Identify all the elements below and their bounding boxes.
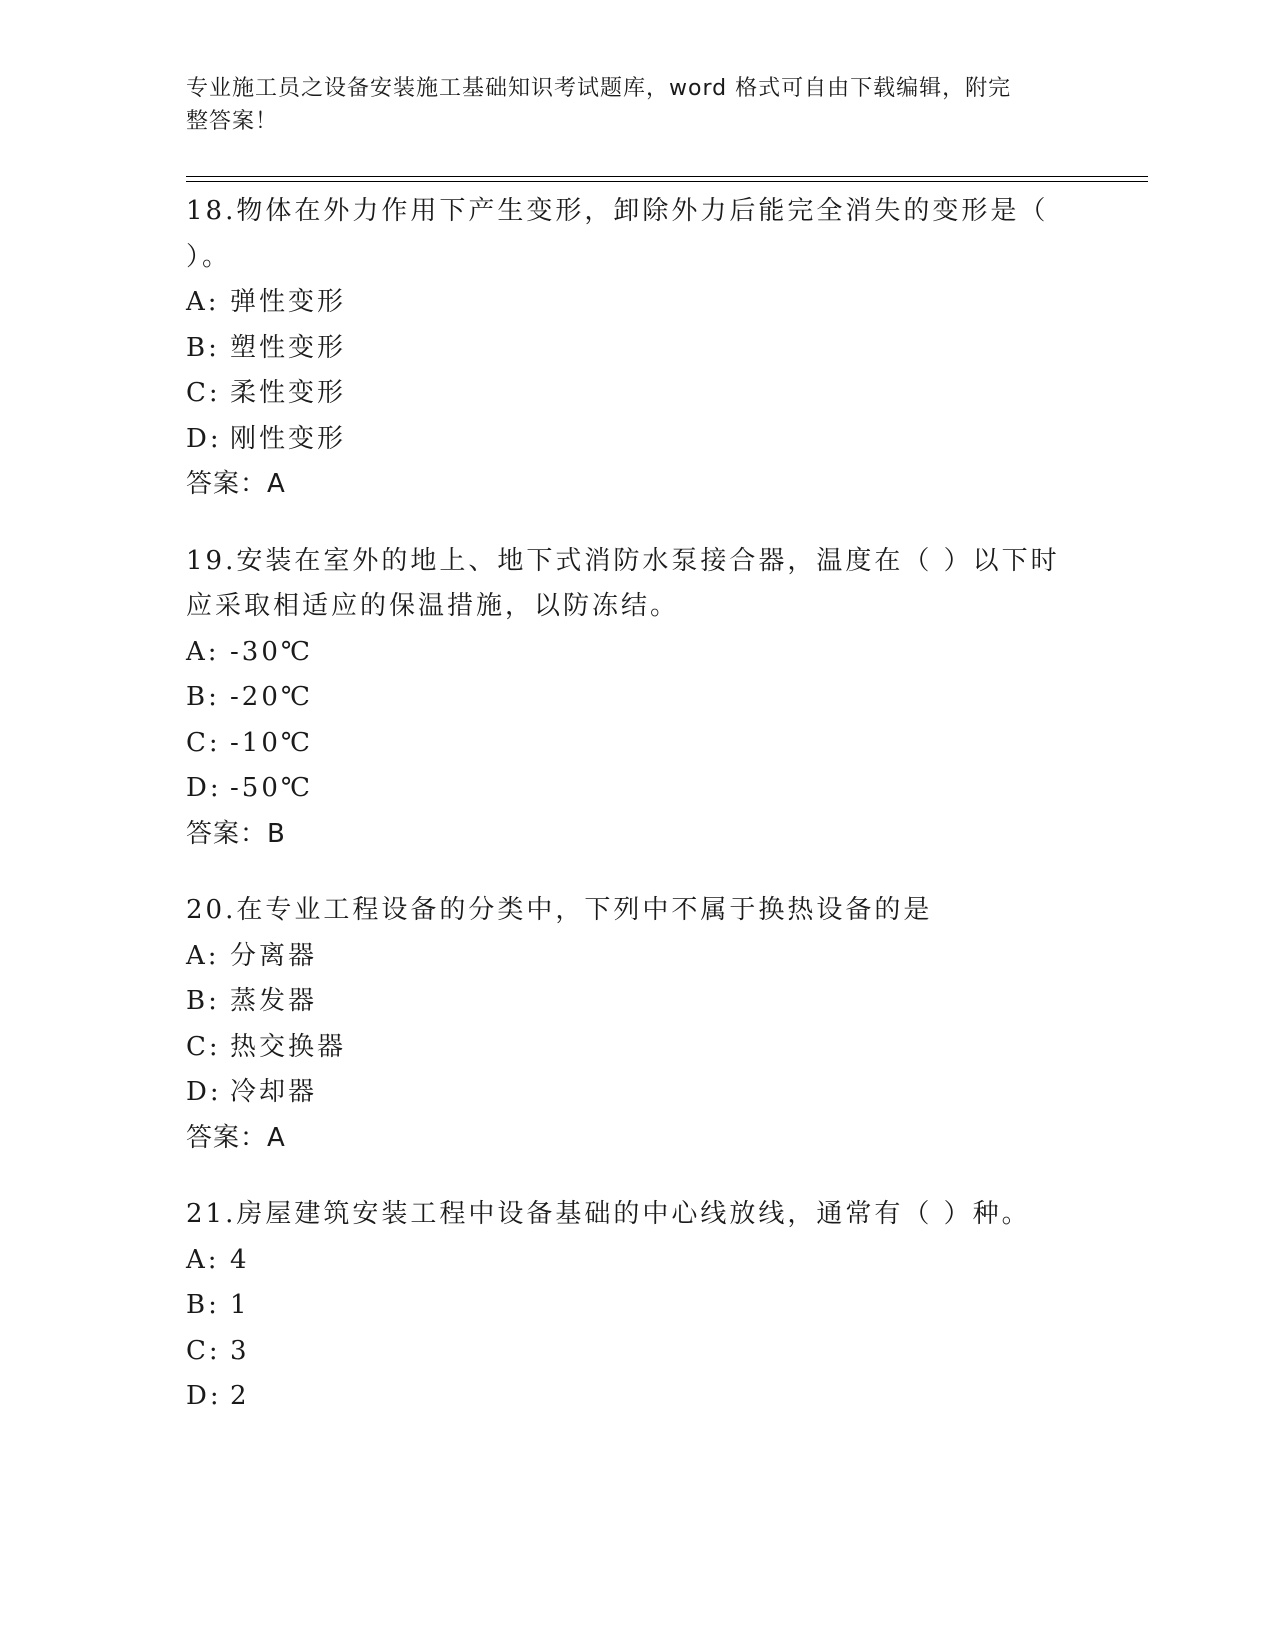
option-b <box>186 1283 1066 1329</box>
question-text <box>186 539 1066 630</box>
option-letter: A: <box>186 287 220 317</box>
option-letter: D: <box>186 1381 222 1411</box>
question-text-line: ）。 <box>186 241 232 272</box>
answer-label: 答案：B <box>186 818 286 849</box>
header-divider-bottom <box>186 181 1148 182</box>
option-b <box>186 326 1066 372</box>
option-letter: C: <box>186 1335 221 1366</box>
option-letter: B: <box>186 332 220 363</box>
option-c <box>186 721 1066 767</box>
option-d <box>186 1374 1066 1420</box>
option-text: -30℃ <box>230 636 313 667</box>
document-header <box>186 72 1066 138</box>
option-text: 冷却器 <box>230 1077 318 1107</box>
option-text: 蒸发器 <box>230 986 318 1016</box>
option-letter: C: <box>186 378 221 408</box>
option-letter: D: <box>186 1077 222 1107</box>
option-a <box>186 1238 1066 1284</box>
question-text-line: 19.安装在室外的地上、地下式消防水泵接合器，温度在（ ）以下时 <box>186 545 1060 576</box>
answer-label: 答案：A <box>186 1122 286 1153</box>
question-18 <box>186 189 1066 508</box>
option-text: 刚性变形 <box>230 423 347 454</box>
question-text <box>186 1192 1066 1238</box>
option-letter: A: <box>186 1244 220 1275</box>
option-d <box>186 417 1066 463</box>
question-text <box>186 189 1066 280</box>
question-text-line: 18.物体在外力作用下产生变形，卸除外力后能完全消失的变形是（ <box>186 196 1049 226</box>
option-text: 1 <box>230 1290 250 1320</box>
question-list <box>186 189 1066 1451</box>
question-text-line: 应采取相适应的保温措施，以防冻结。 <box>186 591 680 621</box>
option-letter: B: <box>186 1290 220 1320</box>
option-letter: C: <box>186 727 221 758</box>
option-letter: B: <box>186 986 220 1016</box>
option-letter: B: <box>186 682 220 712</box>
option-letter: A: <box>186 940 220 971</box>
option-letter: D: <box>186 423 222 454</box>
option-text: 3 <box>230 1335 250 1366</box>
question-21 <box>186 1192 1066 1420</box>
option-text: 柔性变形 <box>230 378 347 408</box>
question-19 <box>186 539 1066 858</box>
header-line-1: 专业施工员之设备安装施工基础知识考试题库，word 格式可自由下载编辑，附完 <box>186 76 1012 101</box>
header-divider-top <box>186 176 1148 177</box>
option-text: 2 <box>230 1381 250 1411</box>
option-text: -50℃ <box>230 773 313 803</box>
option-c <box>186 1025 1066 1071</box>
question-text-line: 21.房屋建筑安装工程中设备基础的中心线放线，通常有（ ）种。 <box>186 1199 1031 1229</box>
option-letter: C: <box>186 1031 221 1062</box>
answer-label: 答案：A <box>186 469 286 499</box>
option-text: 塑性变形 <box>230 332 347 363</box>
question-text-line: 20.在专业工程设备的分类中，下列中不属于换热设备的是 <box>186 895 933 925</box>
option-c <box>186 1329 1066 1375</box>
header-line-2: 整答案！ <box>186 109 279 134</box>
question-text <box>186 888 1066 934</box>
option-a <box>186 280 1066 326</box>
option-text: 热交换器 <box>230 1031 347 1062</box>
option-text: -20℃ <box>230 682 313 712</box>
option-b <box>186 979 1066 1025</box>
option-text: 分离器 <box>230 940 318 971</box>
option-d <box>186 766 1066 812</box>
question-20 <box>186 888 1066 1161</box>
option-d <box>186 1070 1066 1116</box>
option-a <box>186 630 1066 676</box>
option-text: -10℃ <box>230 727 313 758</box>
option-a <box>186 934 1066 980</box>
option-text: 4 <box>230 1244 250 1275</box>
option-letter: A: <box>186 636 220 667</box>
option-text: 弹性变形 <box>230 287 347 317</box>
option-b <box>186 675 1066 721</box>
option-c <box>186 371 1066 417</box>
option-letter: D: <box>186 773 222 803</box>
